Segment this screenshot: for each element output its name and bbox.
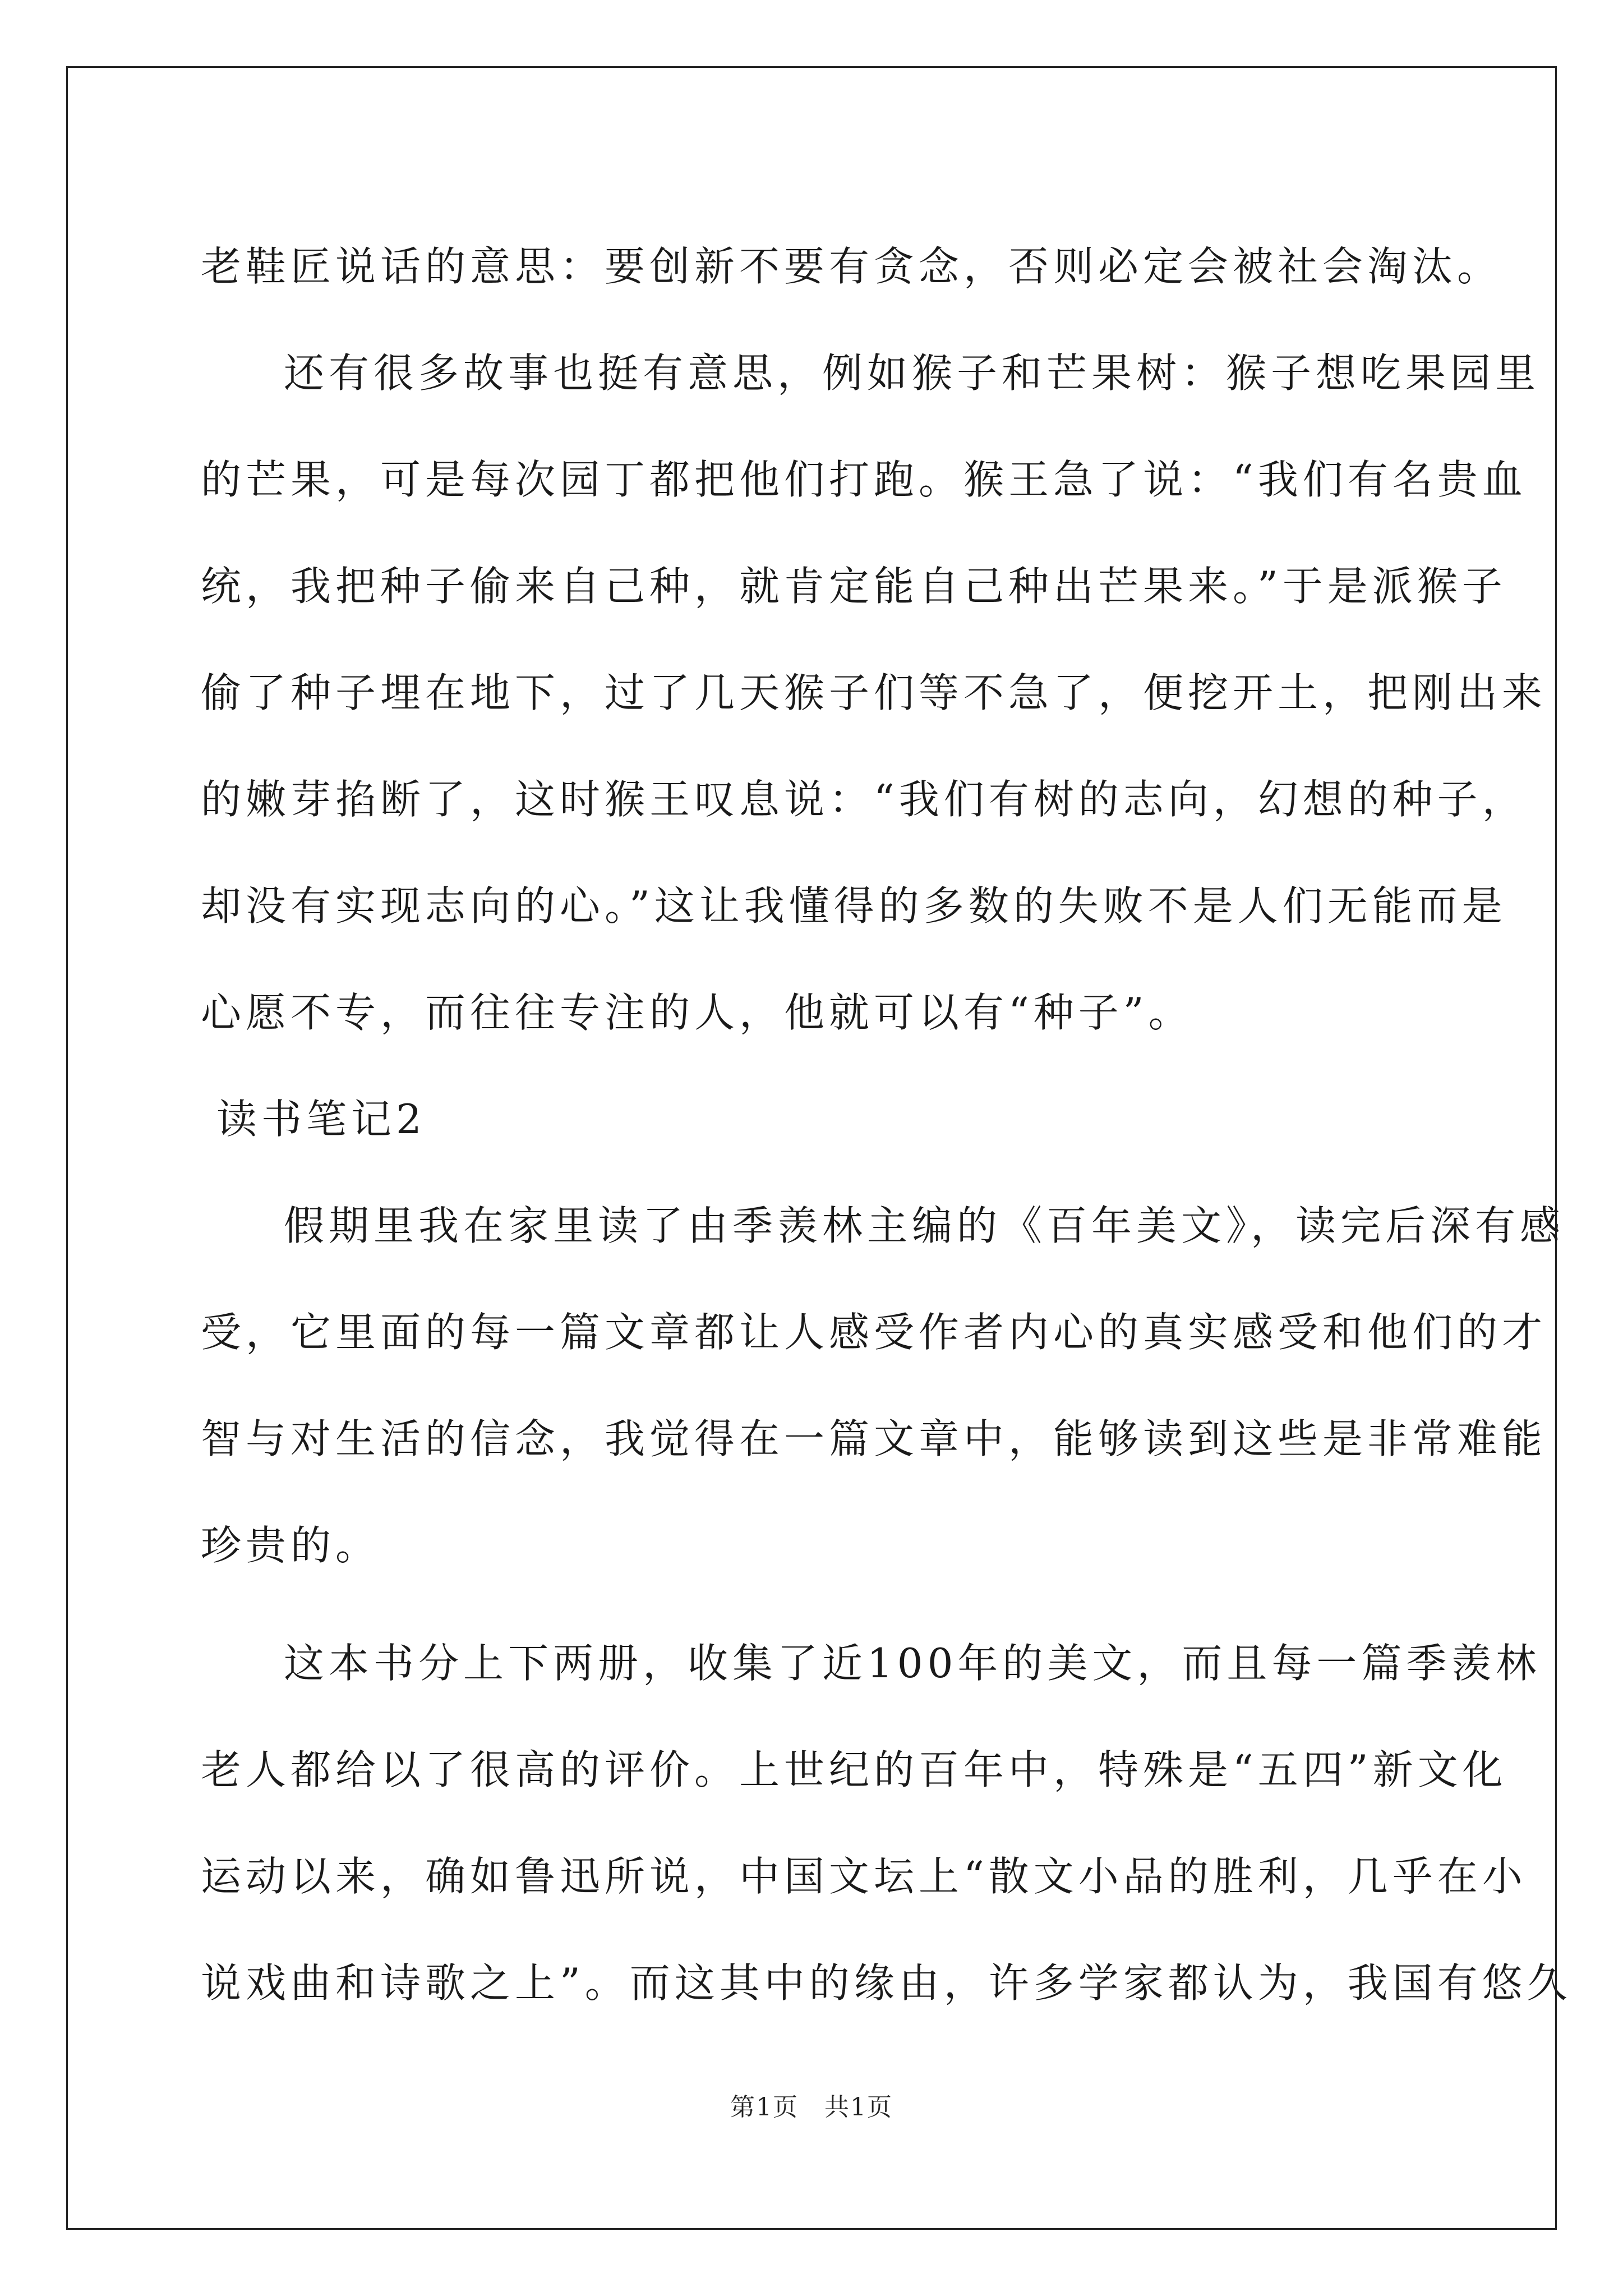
paragraph-line: 智与对生活的信念，我觉得在一篇文章中，能够读到这些是非常难能: [201, 1415, 1547, 1462]
paragraph-line: 珍贵的。: [201, 1522, 381, 1569]
paragraph-line: 偷了种子埋在地下，过了几天猴子们等不急了，便挖开土，把刚出来: [201, 669, 1547, 716]
paragraph-line: 还有很多故事也挺有意思，例如猴子和芒果树：猴子想吃果园里: [284, 349, 1541, 397]
paragraph-line: 说戏曲和诗歌之上”。而这其中的缘由，许多学家都认为，我国有悠久: [201, 1959, 1572, 2007]
paragraph-line: 假期里我在家里读了由季羡林主编的《百年美文》，读完后深有感: [284, 1202, 1565, 1249]
paragraph-line: 的嫩芽掐断了，这时猴王叹息说：“我们有树的志向，幻想的种子，: [201, 776, 1527, 823]
paragraph-line: 受，它里面的每一篇文章都让人感受作者内心的真实感受和他们的才: [201, 1309, 1547, 1356]
paragraph-line: 统，我把种子偷来自己种，就肯定能自己种出芒果来。”于是派猴子: [201, 563, 1507, 610]
paragraph-line: 运动以来，确如鲁迅所说，中国文坛上“散文小品的胜利，几乎在小: [201, 1853, 1527, 1900]
paragraph-line: 心愿不专，而往往专注的人，他就可以有“种子”。: [201, 989, 1193, 1036]
paragraph-line: 的芒果，可是每次园丁都把他们打跑。猴王急了说：“我们有名贵血: [201, 456, 1527, 503]
paragraph-line: 这本书分上下两册，收集了近100年的美文，而且每一篇季羡林: [284, 1640, 1541, 1687]
paragraph-line: 却没有实现志向的心。”这让我懂得的多数的失败不是人们无能而是: [201, 882, 1507, 930]
page-footer: 第1页 共1页: [730, 2093, 893, 2122]
section-heading: 读书笔记2: [216, 1096, 426, 1143]
paragraph-line: 老鞋匠说话的意思：要创新不要有贪念，否则必定会被社会淘汰。: [201, 243, 1502, 290]
paragraph-line: 老人都给以了很高的评价。上世纪的百年中，特殊是“五四”新文化: [201, 1746, 1507, 1793]
